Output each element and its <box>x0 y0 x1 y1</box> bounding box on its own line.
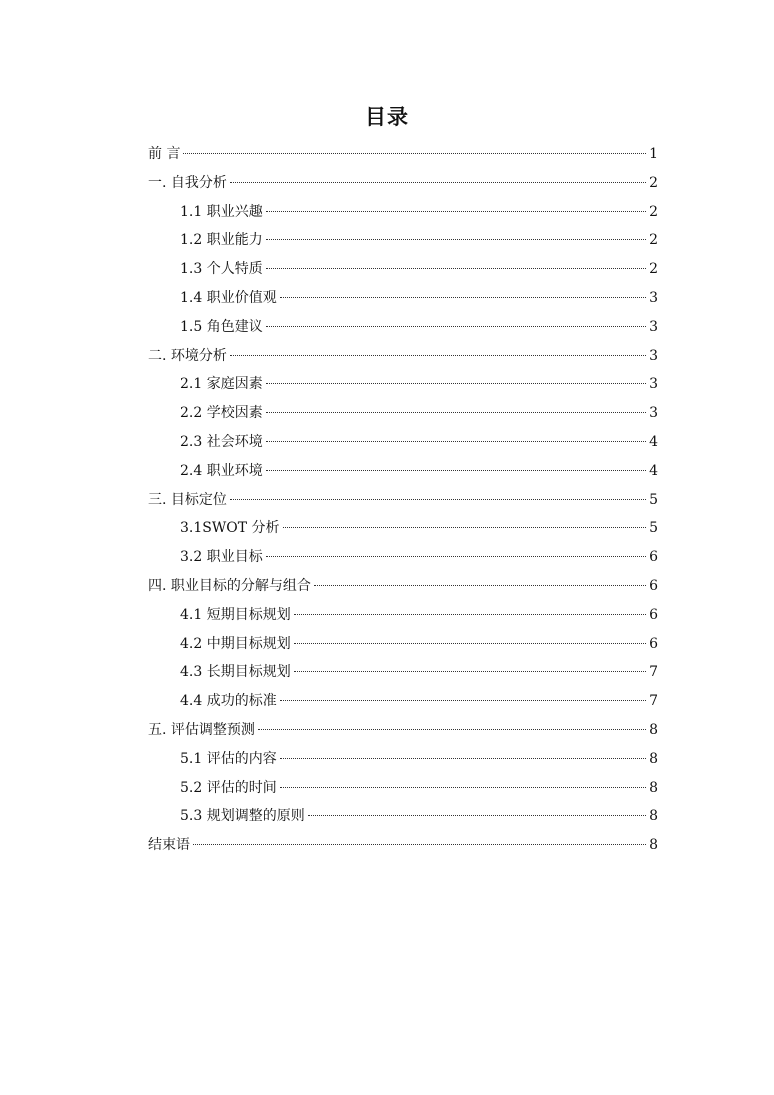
toc-subsection-entry[interactable] <box>148 198 658 227</box>
toc-title: 目录 <box>365 105 409 129</box>
toc-entry-page-number: 1 <box>649 146 658 162</box>
toc-dot-leader <box>314 585 646 586</box>
toc-entry-label: 二. 环境分析 <box>148 347 227 364</box>
toc-subsection-entry[interactable] <box>148 687 658 716</box>
toc-subsection-entry[interactable] <box>148 774 658 803</box>
toc-section-entry[interactable] <box>148 716 658 745</box>
toc-entry-label: 前 言 <box>148 146 181 162</box>
toc-dot-leader <box>280 297 646 298</box>
toc-subsection-entry[interactable] <box>148 399 658 428</box>
toc-entry-label: 3.2 职业目标 <box>180 549 263 566</box>
toc-dot-leader <box>294 671 646 672</box>
toc-entry-page-number: 6 <box>649 549 658 566</box>
toc-entry-label: 四. 职业目标的分解与组合 <box>148 577 311 594</box>
toc-dot-leader <box>308 815 646 816</box>
toc-entry-page-number: 8 <box>649 779 658 796</box>
toc-entry-label: 三. 目标定位 <box>148 491 227 508</box>
toc-dot-leader <box>266 383 646 384</box>
toc-dot-leader <box>266 268 646 269</box>
toc-dot-leader <box>294 614 646 615</box>
toc-entry-page-number: 7 <box>649 693 658 710</box>
toc-entry-page-number: 6 <box>649 635 658 652</box>
toc-subsection-entry[interactable] <box>148 802 658 831</box>
toc-dot-leader <box>294 643 646 644</box>
toc-subsection-entry[interactable] <box>148 313 658 342</box>
toc-entry-page-number: 8 <box>649 808 658 825</box>
toc-entry-label: 4.4 成功的标准 <box>180 693 277 710</box>
toc-section-entry[interactable] <box>148 572 658 601</box>
toc-entry-page-number: 4 <box>649 433 658 450</box>
toc-entry-label: 结束语 <box>148 837 190 854</box>
toc-dot-leader <box>283 527 647 528</box>
toc-entry-label: 1.1 职业兴趣 <box>180 203 263 220</box>
toc-subsection-entry[interactable] <box>148 255 658 284</box>
toc-dot-leader <box>266 211 646 212</box>
toc-dot-leader <box>183 153 646 154</box>
toc-subsection-entry[interactable] <box>148 284 658 313</box>
toc-entry-page-number: 6 <box>649 606 658 623</box>
toc-subsection-entry[interactable] <box>148 226 658 255</box>
toc-entry-label: 2.3 社会环境 <box>180 433 263 450</box>
toc-entry-label: 5.3 规划调整的原则 <box>180 808 305 825</box>
toc-entry-label: 1.2 职业能力 <box>180 232 263 249</box>
toc-dot-leader <box>266 556 646 557</box>
toc-entry-page-number: 8 <box>649 721 658 738</box>
toc-entry-label: 2.1 家庭因素 <box>180 376 263 393</box>
toc-entry-page-number: 3 <box>649 318 658 335</box>
toc-subsection-entry[interactable] <box>148 745 658 774</box>
toc-subsection-entry[interactable] <box>148 457 658 486</box>
toc-subsection-entry[interactable] <box>148 630 658 659</box>
toc-section-entry[interactable] <box>148 486 658 515</box>
toc-section-entry[interactable] <box>148 342 658 371</box>
toc-entry-page-number: 8 <box>649 837 658 854</box>
toc-section-entry[interactable] <box>148 831 658 860</box>
toc-entry-page-number: 7 <box>649 664 658 681</box>
toc-entry-label: 4.1 短期目标规划 <box>180 606 291 623</box>
toc-subsection-entry[interactable] <box>148 658 658 687</box>
toc-list <box>148 140 658 860</box>
toc-entry-page-number: 6 <box>649 577 658 594</box>
toc-entry-label: 5.1 评估的内容 <box>180 750 277 767</box>
toc-dot-leader <box>280 787 646 788</box>
toc-entry-label: 一. 自我分析 <box>148 174 227 191</box>
toc-dot-leader <box>193 844 646 845</box>
toc-entry-page-number: 2 <box>649 174 658 191</box>
toc-entry-page-number: 3 <box>649 376 658 393</box>
toc-dot-leader <box>258 729 646 730</box>
toc-entry-page-number: 2 <box>649 232 658 249</box>
toc-subsection-entry[interactable] <box>148 514 658 543</box>
toc-entry-label: 1.4 职业价值观 <box>180 289 277 306</box>
toc-entry-label: 5.2 评估的时间 <box>180 779 277 796</box>
toc-dot-leader <box>280 700 646 701</box>
toc-dot-leader <box>230 355 646 356</box>
toc-entry-label: 2.2 学校因素 <box>180 405 263 422</box>
toc-entry-page-number: 3 <box>649 289 658 306</box>
toc-entry-label: 1.3 个人特质 <box>180 261 263 278</box>
toc-entry-label: 1.5 角色建议 <box>180 318 263 335</box>
toc-dot-leader <box>230 182 646 183</box>
toc-dot-leader <box>280 758 646 759</box>
toc-dot-leader <box>230 499 646 500</box>
toc-entry-page-number: 2 <box>649 203 658 220</box>
toc-entry-label: 五. 评估调整预测 <box>148 721 255 738</box>
toc-section-entry[interactable] <box>148 140 658 169</box>
toc-subsection-entry[interactable] <box>148 543 658 572</box>
toc-entry-page-number: 5 <box>649 520 658 537</box>
toc-entry-page-number: 4 <box>649 462 658 479</box>
toc-dot-leader <box>266 441 646 442</box>
toc-subsection-entry[interactable] <box>148 601 658 630</box>
toc-entry-page-number: 8 <box>649 750 658 767</box>
toc-entry-label: 4.3 长期目标规划 <box>180 664 291 681</box>
toc-dot-leader <box>266 239 646 240</box>
toc-subsection-entry[interactable] <box>148 428 658 457</box>
toc-subsection-entry[interactable] <box>148 370 658 399</box>
toc-entry-label: 4.2 中期目标规划 <box>180 635 291 652</box>
toc-entry-label: 3.1SWOT 分析 <box>180 520 280 537</box>
toc-entry-page-number: 3 <box>649 405 658 422</box>
toc-entry-page-number: 5 <box>649 491 658 508</box>
toc-entry-page-number: 2 <box>649 261 658 278</box>
toc-dot-leader <box>266 412 646 413</box>
toc-entry-label: 2.4 职业环境 <box>180 462 263 479</box>
toc-dot-leader <box>266 470 646 471</box>
toc-section-entry[interactable] <box>148 169 658 198</box>
toc-dot-leader <box>266 326 646 327</box>
toc-entry-page-number: 3 <box>649 347 658 364</box>
